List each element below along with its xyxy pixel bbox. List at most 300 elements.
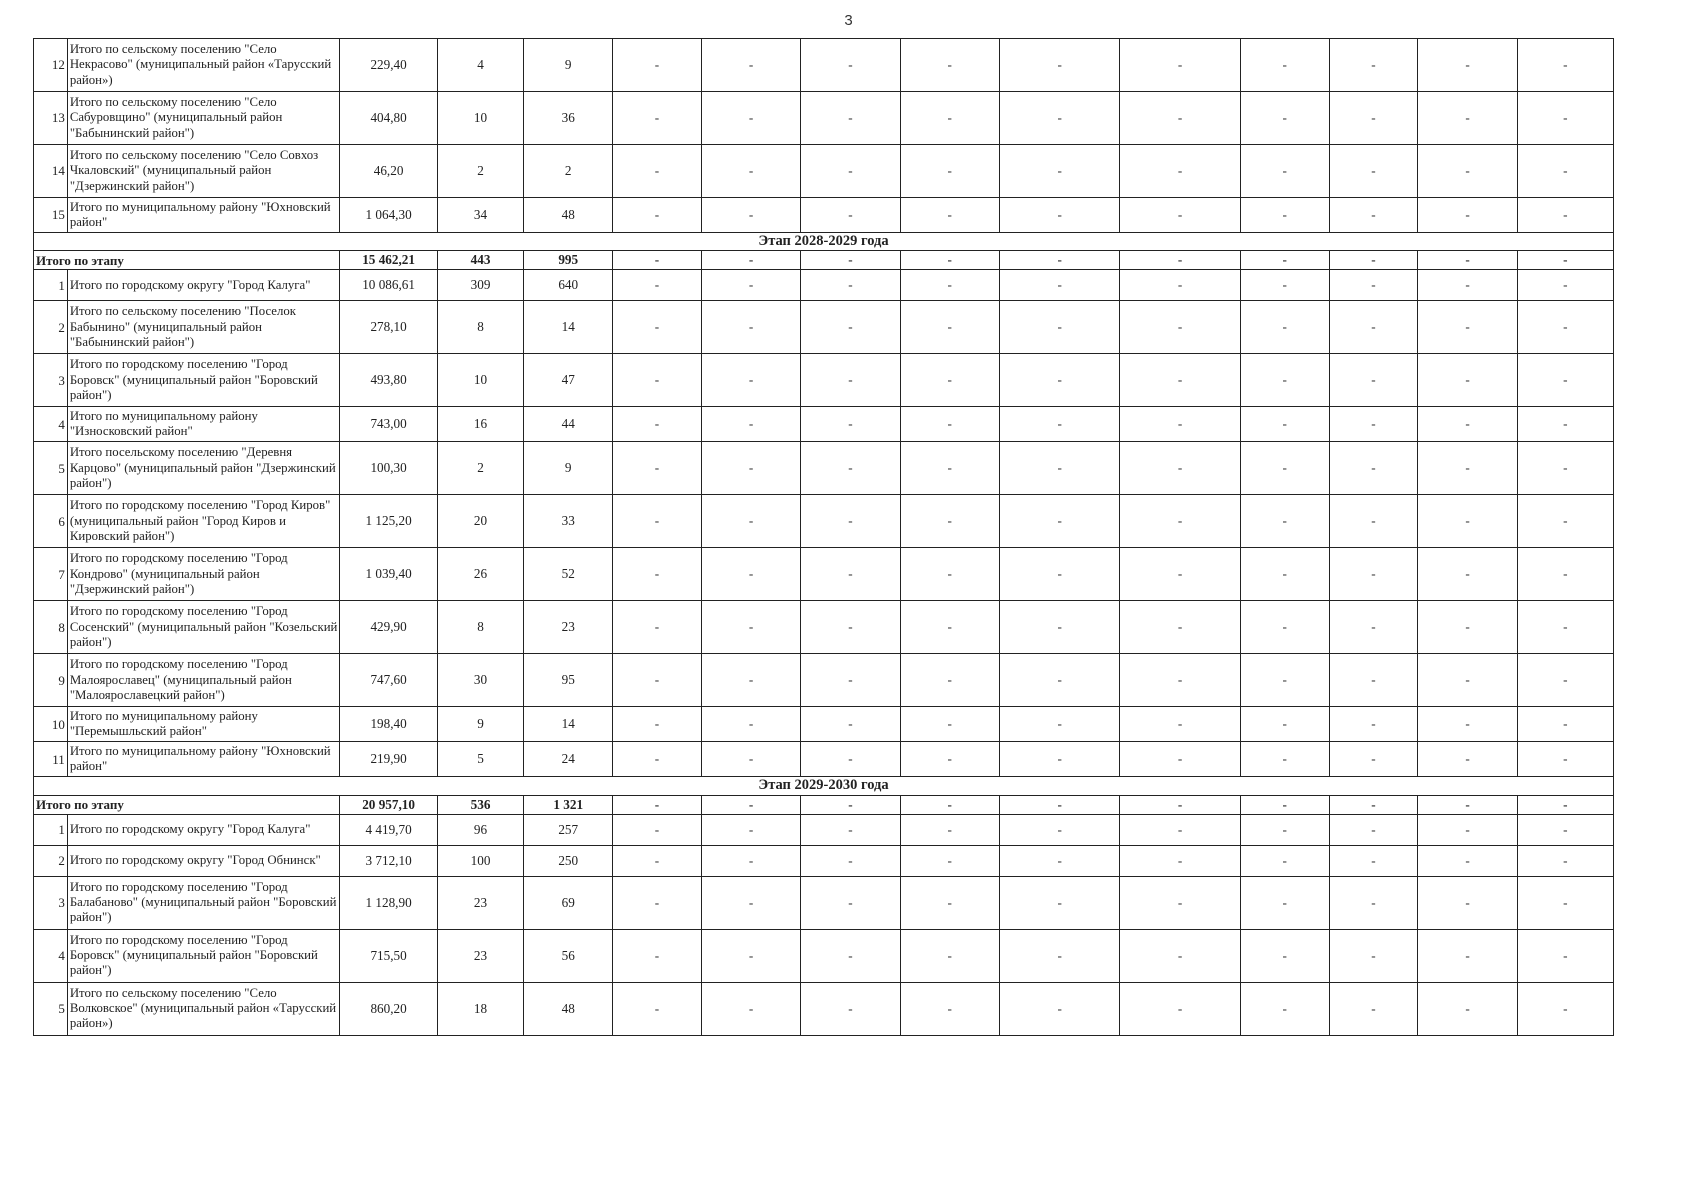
empty-dash-cell: - bbox=[1240, 92, 1329, 145]
empty-dash-cell: - bbox=[701, 442, 800, 495]
empty-dash-cell: - bbox=[801, 407, 900, 442]
empty-dash-cell: - bbox=[999, 929, 1119, 982]
empty-dash-cell: - bbox=[1329, 198, 1418, 233]
empty-dash-cell: - bbox=[1517, 742, 1613, 777]
count-value-2: 640 bbox=[524, 270, 613, 301]
empty-dash-cell: - bbox=[701, 39, 800, 92]
municipality-name: Итого по сельскому поселению "Село Волковское" (муниципальный район «Тарусский район») bbox=[67, 982, 340, 1035]
row-number: 1 bbox=[34, 270, 68, 301]
empty-dash-cell: - bbox=[999, 707, 1119, 742]
count-value-1: 34 bbox=[437, 198, 524, 233]
count-value-2: 24 bbox=[524, 742, 613, 777]
empty-dash-cell: - bbox=[801, 601, 900, 654]
table-row bbox=[34, 845, 1614, 876]
count-value-1: 2 bbox=[437, 145, 524, 198]
empty-dash-cell: - bbox=[900, 814, 999, 845]
empty-dash-cell: - bbox=[900, 198, 999, 233]
table-row bbox=[34, 814, 1614, 845]
empty-dash-cell: - bbox=[1517, 145, 1613, 198]
empty-dash-cell: - bbox=[701, 548, 800, 601]
stage-total-count-1: 443 bbox=[437, 251, 524, 270]
area-value: 860,20 bbox=[340, 982, 437, 1035]
empty-dash-cell: - bbox=[1120, 39, 1240, 92]
municipality-name: Итого по городскому поселению "Город Кондрово" (муниципальный район "Дзержинский район") bbox=[67, 548, 340, 601]
empty-dash-cell: - bbox=[701, 814, 800, 845]
area-value: 429,90 bbox=[340, 601, 437, 654]
empty-dash-cell: - bbox=[613, 654, 702, 707]
empty-dash-cell: - bbox=[613, 814, 702, 845]
table-row bbox=[34, 495, 1614, 548]
empty-dash-cell: - bbox=[900, 354, 999, 407]
table-row bbox=[34, 301, 1614, 354]
empty-dash-cell: - bbox=[1240, 442, 1329, 495]
stage-title: Этап 2028-2029 года bbox=[34, 233, 1614, 251]
empty-dash-cell: - bbox=[1418, 845, 1517, 876]
empty-dash-cell: - bbox=[999, 442, 1119, 495]
empty-dash-cell: - bbox=[1120, 407, 1240, 442]
count-value-1: 8 bbox=[437, 301, 524, 354]
empty-dash-cell: - bbox=[1329, 145, 1418, 198]
empty-dash-cell: - bbox=[1240, 270, 1329, 301]
table-row bbox=[34, 442, 1614, 495]
row-number: 10 bbox=[34, 707, 68, 742]
empty-dash-cell: - bbox=[613, 270, 702, 301]
empty-dash-cell: - bbox=[1240, 982, 1329, 1035]
empty-dash-cell: - bbox=[1240, 548, 1329, 601]
empty-dash-cell: - bbox=[900, 795, 999, 814]
municipality-name: Итого по муниципальному району "Юхновский район" bbox=[67, 742, 340, 777]
empty-dash-cell: - bbox=[999, 145, 1119, 198]
empty-dash-cell: - bbox=[999, 198, 1119, 233]
empty-dash-cell: - bbox=[801, 742, 900, 777]
count-value-1: 23 bbox=[437, 929, 524, 982]
empty-dash-cell: - bbox=[701, 198, 800, 233]
empty-dash-cell: - bbox=[801, 92, 900, 145]
empty-dash-cell: - bbox=[1418, 270, 1517, 301]
area-value: 3 712,10 bbox=[340, 845, 437, 876]
empty-dash-cell: - bbox=[900, 251, 999, 270]
table-row bbox=[34, 601, 1614, 654]
empty-dash-cell: - bbox=[1329, 354, 1418, 407]
empty-dash-cell: - bbox=[1240, 301, 1329, 354]
empty-dash-cell: - bbox=[999, 495, 1119, 548]
empty-dash-cell: - bbox=[613, 39, 702, 92]
empty-dash-cell: - bbox=[1120, 982, 1240, 1035]
stage-header-row bbox=[34, 777, 1614, 795]
empty-dash-cell: - bbox=[1418, 795, 1517, 814]
empty-dash-cell: - bbox=[801, 301, 900, 354]
empty-dash-cell: - bbox=[900, 845, 999, 876]
count-value-1: 100 bbox=[437, 845, 524, 876]
area-value: 278,10 bbox=[340, 301, 437, 354]
empty-dash-cell: - bbox=[701, 601, 800, 654]
empty-dash-cell: - bbox=[999, 814, 1119, 845]
empty-dash-cell: - bbox=[1517, 301, 1613, 354]
row-number: 12 bbox=[34, 39, 68, 92]
count-value-1: 309 bbox=[437, 270, 524, 301]
row-number: 11 bbox=[34, 742, 68, 777]
empty-dash-cell: - bbox=[701, 407, 800, 442]
stage-total-area: 15 462,21 bbox=[340, 251, 437, 270]
empty-dash-cell: - bbox=[801, 929, 900, 982]
count-value-2: 48 bbox=[524, 198, 613, 233]
empty-dash-cell: - bbox=[900, 442, 999, 495]
empty-dash-cell: - bbox=[1418, 814, 1517, 845]
empty-dash-cell: - bbox=[1240, 495, 1329, 548]
stage-total-label: Итого по этапу bbox=[34, 795, 340, 814]
empty-dash-cell: - bbox=[1120, 707, 1240, 742]
empty-dash-cell: - bbox=[1240, 707, 1329, 742]
empty-dash-cell: - bbox=[1120, 742, 1240, 777]
empty-dash-cell: - bbox=[1120, 92, 1240, 145]
empty-dash-cell: - bbox=[999, 795, 1119, 814]
empty-dash-cell: - bbox=[1517, 929, 1613, 982]
empty-dash-cell: - bbox=[613, 982, 702, 1035]
empty-dash-cell: - bbox=[701, 495, 800, 548]
empty-dash-cell: - bbox=[1418, 39, 1517, 92]
empty-dash-cell: - bbox=[1418, 442, 1517, 495]
table-row bbox=[34, 876, 1614, 929]
empty-dash-cell: - bbox=[1517, 601, 1613, 654]
empty-dash-cell: - bbox=[900, 876, 999, 929]
table-row bbox=[34, 354, 1614, 407]
municipality-name: Итого по городскому поселению "Город Сосенский" (муниципальный район "Козельский район") bbox=[67, 601, 340, 654]
municipality-name: Итого по городскому поселению "Город Киров" (муниципальный район "Город Киров и Кировский район") bbox=[67, 495, 340, 548]
empty-dash-cell: - bbox=[1517, 795, 1613, 814]
row-number: 8 bbox=[34, 601, 68, 654]
empty-dash-cell: - bbox=[999, 301, 1119, 354]
count-value-1: 26 bbox=[437, 548, 524, 601]
empty-dash-cell: - bbox=[1517, 92, 1613, 145]
empty-dash-cell: - bbox=[701, 301, 800, 354]
empty-dash-cell: - bbox=[701, 876, 800, 929]
area-value: 1 128,90 bbox=[340, 876, 437, 929]
empty-dash-cell: - bbox=[701, 145, 800, 198]
row-number: 2 bbox=[34, 301, 68, 354]
empty-dash-cell: - bbox=[900, 929, 999, 982]
empty-dash-cell: - bbox=[1418, 707, 1517, 742]
row-number: 15 bbox=[34, 198, 68, 233]
empty-dash-cell: - bbox=[1517, 982, 1613, 1035]
municipality-name: Итого по сельскому поселению "Поселок Бабынино" (муниципальный район "Бабынинский район") bbox=[67, 301, 340, 354]
empty-dash-cell: - bbox=[613, 354, 702, 407]
stage-total-count-2: 1 321 bbox=[524, 795, 613, 814]
empty-dash-cell: - bbox=[1240, 876, 1329, 929]
empty-dash-cell: - bbox=[900, 92, 999, 145]
empty-dash-cell: - bbox=[1329, 707, 1418, 742]
empty-dash-cell: - bbox=[1418, 301, 1517, 354]
count-value-2: 2 bbox=[524, 145, 613, 198]
empty-dash-cell: - bbox=[1517, 495, 1613, 548]
municipality-name: Итого по сельскому поселению "Село Совхоз Чкаловский" (муниципальный район "Дзержинский район") bbox=[67, 145, 340, 198]
count-value-2: 250 bbox=[524, 845, 613, 876]
empty-dash-cell: - bbox=[1329, 92, 1418, 145]
empty-dash-cell: - bbox=[613, 442, 702, 495]
empty-dash-cell: - bbox=[801, 495, 900, 548]
empty-dash-cell: - bbox=[1418, 982, 1517, 1035]
area-value: 229,40 bbox=[340, 39, 437, 92]
empty-dash-cell: - bbox=[1240, 145, 1329, 198]
empty-dash-cell: - bbox=[701, 742, 800, 777]
empty-dash-cell: - bbox=[701, 270, 800, 301]
empty-dash-cell: - bbox=[1329, 795, 1418, 814]
empty-dash-cell: - bbox=[801, 795, 900, 814]
empty-dash-cell: - bbox=[613, 929, 702, 982]
empty-dash-cell: - bbox=[801, 198, 900, 233]
empty-dash-cell: - bbox=[1120, 929, 1240, 982]
count-value-1: 10 bbox=[437, 92, 524, 145]
count-value-2: 257 bbox=[524, 814, 613, 845]
empty-dash-cell: - bbox=[900, 742, 999, 777]
empty-dash-cell: - bbox=[701, 929, 800, 982]
empty-dash-cell: - bbox=[900, 707, 999, 742]
empty-dash-cell: - bbox=[1517, 251, 1613, 270]
empty-dash-cell: - bbox=[1517, 814, 1613, 845]
municipality-name: Итого посельскому поселению "Деревня Карцово" (муниципальный район "Дзержинский район") bbox=[67, 442, 340, 495]
stage-total-row bbox=[34, 251, 1614, 270]
empty-dash-cell: - bbox=[999, 601, 1119, 654]
empty-dash-cell: - bbox=[1517, 407, 1613, 442]
empty-dash-cell: - bbox=[1418, 548, 1517, 601]
empty-dash-cell: - bbox=[613, 301, 702, 354]
empty-dash-cell: - bbox=[999, 251, 1119, 270]
count-value-2: 52 bbox=[524, 548, 613, 601]
area-value: 10 086,61 bbox=[340, 270, 437, 301]
empty-dash-cell: - bbox=[900, 982, 999, 1035]
empty-dash-cell: - bbox=[1517, 654, 1613, 707]
municipality-name: Итого по сельскому поселению "Село Некрасово" (муниципальный район «Тарусский район») bbox=[67, 39, 340, 92]
empty-dash-cell: - bbox=[1418, 198, 1517, 233]
empty-dash-cell: - bbox=[613, 145, 702, 198]
empty-dash-cell: - bbox=[701, 707, 800, 742]
count-value-1: 5 bbox=[437, 742, 524, 777]
empty-dash-cell: - bbox=[1240, 39, 1329, 92]
empty-dash-cell: - bbox=[900, 270, 999, 301]
stage-total-count-1: 536 bbox=[437, 795, 524, 814]
empty-dash-cell: - bbox=[1240, 407, 1329, 442]
stage-header-row bbox=[34, 233, 1614, 251]
empty-dash-cell: - bbox=[1120, 548, 1240, 601]
count-value-2: 44 bbox=[524, 407, 613, 442]
empty-dash-cell: - bbox=[613, 495, 702, 548]
table-row bbox=[34, 270, 1614, 301]
area-value: 4 419,70 bbox=[340, 814, 437, 845]
empty-dash-cell: - bbox=[1120, 601, 1240, 654]
empty-dash-cell: - bbox=[801, 548, 900, 601]
empty-dash-cell: - bbox=[701, 251, 800, 270]
empty-dash-cell: - bbox=[801, 982, 900, 1035]
empty-dash-cell: - bbox=[1329, 929, 1418, 982]
stage-total-label: Итого по этапу bbox=[34, 251, 340, 270]
count-value-1: 10 bbox=[437, 354, 524, 407]
area-value: 100,30 bbox=[340, 442, 437, 495]
empty-dash-cell: - bbox=[1329, 601, 1418, 654]
count-value-1: 30 bbox=[437, 654, 524, 707]
empty-dash-cell: - bbox=[1120, 145, 1240, 198]
area-value: 715,50 bbox=[340, 929, 437, 982]
empty-dash-cell: - bbox=[1240, 742, 1329, 777]
empty-dash-cell: - bbox=[1329, 39, 1418, 92]
count-value-2: 33 bbox=[524, 495, 613, 548]
empty-dash-cell: - bbox=[613, 407, 702, 442]
empty-dash-cell: - bbox=[999, 845, 1119, 876]
table-row bbox=[34, 707, 1614, 742]
municipality-name: Итого по городскому поселению "Город Балабаново" (муниципальный район "Боровский район") bbox=[67, 876, 340, 929]
empty-dash-cell: - bbox=[801, 814, 900, 845]
area-value: 198,40 bbox=[340, 707, 437, 742]
empty-dash-cell: - bbox=[1418, 654, 1517, 707]
empty-dash-cell: - bbox=[1120, 845, 1240, 876]
empty-dash-cell: - bbox=[999, 270, 1119, 301]
count-value-1: 9 bbox=[437, 707, 524, 742]
table-row bbox=[34, 742, 1614, 777]
empty-dash-cell: - bbox=[1329, 251, 1418, 270]
empty-dash-cell: - bbox=[1418, 92, 1517, 145]
row-number: 5 bbox=[34, 442, 68, 495]
empty-dash-cell: - bbox=[1240, 929, 1329, 982]
empty-dash-cell: - bbox=[1240, 354, 1329, 407]
empty-dash-cell: - bbox=[900, 145, 999, 198]
empty-dash-cell: - bbox=[1329, 548, 1418, 601]
empty-dash-cell: - bbox=[1120, 442, 1240, 495]
empty-dash-cell: - bbox=[1418, 929, 1517, 982]
row-number: 7 bbox=[34, 548, 68, 601]
table-row bbox=[34, 548, 1614, 601]
empty-dash-cell: - bbox=[1517, 198, 1613, 233]
area-value: 743,00 bbox=[340, 407, 437, 442]
empty-dash-cell: - bbox=[1329, 742, 1418, 777]
empty-dash-cell: - bbox=[1120, 301, 1240, 354]
empty-dash-cell: - bbox=[613, 707, 702, 742]
empty-dash-cell: - bbox=[1517, 707, 1613, 742]
area-value: 46,20 bbox=[340, 145, 437, 198]
empty-dash-cell: - bbox=[1120, 270, 1240, 301]
table-row bbox=[34, 92, 1614, 145]
empty-dash-cell: - bbox=[1120, 354, 1240, 407]
table-row bbox=[34, 654, 1614, 707]
stage-total-row bbox=[34, 795, 1614, 814]
count-value-1: 23 bbox=[437, 876, 524, 929]
empty-dash-cell: - bbox=[900, 301, 999, 354]
empty-dash-cell: - bbox=[801, 654, 900, 707]
empty-dash-cell: - bbox=[701, 845, 800, 876]
count-value-1: 16 bbox=[437, 407, 524, 442]
empty-dash-cell: - bbox=[701, 354, 800, 407]
count-value-2: 95 bbox=[524, 654, 613, 707]
empty-dash-cell: - bbox=[999, 742, 1119, 777]
row-number: 2 bbox=[34, 845, 68, 876]
empty-dash-cell: - bbox=[1517, 876, 1613, 929]
count-value-2: 14 bbox=[524, 301, 613, 354]
empty-dash-cell: - bbox=[613, 795, 702, 814]
empty-dash-cell: - bbox=[1517, 270, 1613, 301]
count-value-2: 47 bbox=[524, 354, 613, 407]
empty-dash-cell: - bbox=[1329, 845, 1418, 876]
count-value-2: 36 bbox=[524, 92, 613, 145]
count-value-1: 20 bbox=[437, 495, 524, 548]
area-value: 493,80 bbox=[340, 354, 437, 407]
count-value-2: 48 bbox=[524, 982, 613, 1035]
empty-dash-cell: - bbox=[1120, 876, 1240, 929]
empty-dash-cell: - bbox=[801, 145, 900, 198]
empty-dash-cell: - bbox=[900, 39, 999, 92]
empty-dash-cell: - bbox=[613, 251, 702, 270]
empty-dash-cell: - bbox=[1517, 442, 1613, 495]
row-number: 3 bbox=[34, 876, 68, 929]
empty-dash-cell: - bbox=[613, 601, 702, 654]
municipality-name: Итого по муниципальному району "Юхновский район" bbox=[67, 198, 340, 233]
empty-dash-cell: - bbox=[900, 654, 999, 707]
municipality-name: Итого по сельскому поселению "Село Сабуровщино" (муниципальный район "Бабынинский район") bbox=[67, 92, 340, 145]
municipality-name: Итого по городскому округу "Город Калуга" bbox=[67, 814, 340, 845]
empty-dash-cell: - bbox=[1418, 601, 1517, 654]
empty-dash-cell: - bbox=[1418, 354, 1517, 407]
municipality-name: Итого по городскому округу "Город Обнинск" bbox=[67, 845, 340, 876]
empty-dash-cell: - bbox=[1418, 251, 1517, 270]
empty-dash-cell: - bbox=[701, 982, 800, 1035]
empty-dash-cell: - bbox=[1120, 198, 1240, 233]
count-value-1: 96 bbox=[437, 814, 524, 845]
count-value-2: 69 bbox=[524, 876, 613, 929]
empty-dash-cell: - bbox=[1329, 270, 1418, 301]
empty-dash-cell: - bbox=[1240, 814, 1329, 845]
page-number: 3 bbox=[844, 12, 853, 29]
count-value-2: 23 bbox=[524, 601, 613, 654]
row-number: 6 bbox=[34, 495, 68, 548]
empty-dash-cell: - bbox=[1120, 495, 1240, 548]
empty-dash-cell: - bbox=[1418, 742, 1517, 777]
empty-dash-cell: - bbox=[1240, 845, 1329, 876]
empty-dash-cell: - bbox=[1329, 495, 1418, 548]
row-number: 1 bbox=[34, 814, 68, 845]
municipality-name: Итого по городскому поселению "Город Боровск" (муниципальный район "Боровский район") bbox=[67, 354, 340, 407]
empty-dash-cell: - bbox=[801, 707, 900, 742]
empty-dash-cell: - bbox=[1329, 654, 1418, 707]
empty-dash-cell: - bbox=[1329, 876, 1418, 929]
empty-dash-cell: - bbox=[613, 92, 702, 145]
empty-dash-cell: - bbox=[801, 39, 900, 92]
empty-dash-cell: - bbox=[900, 407, 999, 442]
row-number: 9 bbox=[34, 654, 68, 707]
empty-dash-cell: - bbox=[999, 39, 1119, 92]
empty-dash-cell: - bbox=[1329, 814, 1418, 845]
empty-dash-cell: - bbox=[1240, 601, 1329, 654]
stage-total-count-2: 995 bbox=[524, 251, 613, 270]
municipality-name: Итого по муниципальному району "Перемышльский район" bbox=[67, 707, 340, 742]
empty-dash-cell: - bbox=[999, 982, 1119, 1035]
empty-dash-cell: - bbox=[999, 654, 1119, 707]
municipality-name: Итого по городскому поселению "Город Малоярославец" (муниципальный район "Малоярославецкий район") bbox=[67, 654, 340, 707]
table-row bbox=[34, 145, 1614, 198]
empty-dash-cell: - bbox=[1418, 145, 1517, 198]
empty-dash-cell: - bbox=[1329, 982, 1418, 1035]
empty-dash-cell: - bbox=[613, 845, 702, 876]
empty-dash-cell: - bbox=[801, 354, 900, 407]
empty-dash-cell: - bbox=[1517, 548, 1613, 601]
area-value: 747,60 bbox=[340, 654, 437, 707]
count-value-1: 18 bbox=[437, 982, 524, 1035]
empty-dash-cell: - bbox=[900, 548, 999, 601]
empty-dash-cell: - bbox=[999, 354, 1119, 407]
empty-dash-cell: - bbox=[999, 407, 1119, 442]
table-row bbox=[34, 407, 1614, 442]
table-row bbox=[34, 929, 1614, 982]
program-table bbox=[33, 38, 1614, 1036]
empty-dash-cell: - bbox=[1120, 795, 1240, 814]
stage-total-area: 20 957,10 bbox=[340, 795, 437, 814]
empty-dash-cell: - bbox=[1120, 814, 1240, 845]
empty-dash-cell: - bbox=[1240, 795, 1329, 814]
